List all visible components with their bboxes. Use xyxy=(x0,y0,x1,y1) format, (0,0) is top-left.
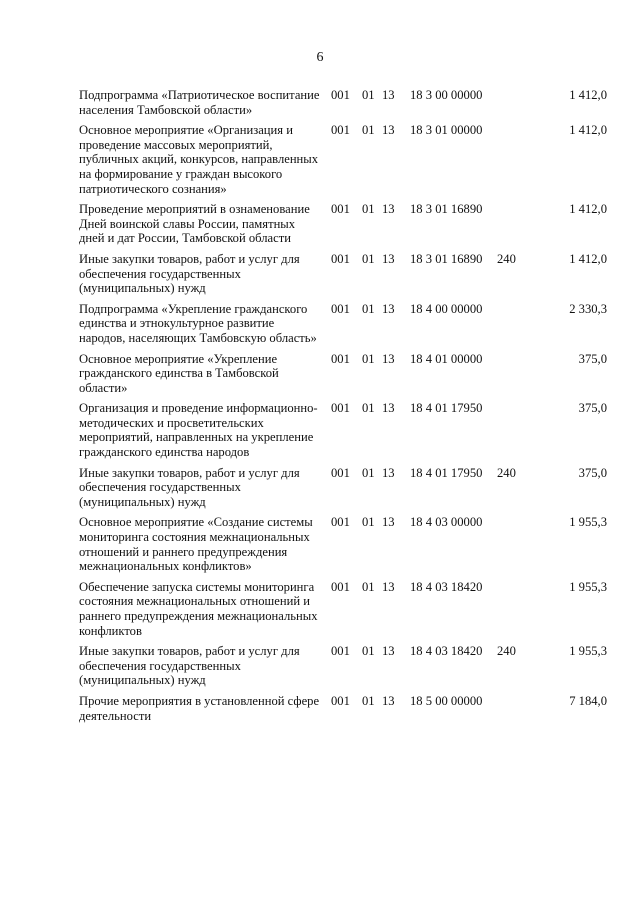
row-name: Подпрограмма «Укрепление гражданского единства и этнокультурное развитие народов, населяющих Тамбовскую область» xyxy=(79,301,317,345)
row-name: Прочие мероприятия в установленной сфере деятельности xyxy=(79,693,320,723)
row-section: 01 xyxy=(362,88,375,102)
row-code: 001 xyxy=(331,88,350,102)
row-name: Основное мероприятие «Укрепление гражданского единства в Тамбовской области» xyxy=(79,351,279,395)
row-target-article: 18 3 01 00000 xyxy=(410,123,483,138)
row-subsection: 13 xyxy=(382,465,395,480)
row-subsection: 13 xyxy=(382,301,395,316)
row-amount: 1 412,0 xyxy=(569,123,607,138)
row-code: 001 xyxy=(331,251,350,266)
row-subsection: 13 xyxy=(382,202,395,217)
row-amount: 375,0 xyxy=(578,401,607,416)
table-row xyxy=(0,515,640,573)
row-amount: 1 412,0 xyxy=(569,251,607,266)
table-row xyxy=(0,123,640,196)
row-name: Иные закупки товаров, работ и услуг для обеспечения государственных (муниципальных) нужд xyxy=(79,644,300,688)
row-subsection: 13 xyxy=(382,123,395,138)
row-amount: 375,0 xyxy=(578,465,607,480)
row-section: 01 xyxy=(362,579,375,594)
row-section: 01 xyxy=(362,693,375,708)
row-code: 001 xyxy=(331,515,350,530)
row-subsection: 13 xyxy=(382,401,395,416)
row-subsection: 13 xyxy=(382,693,395,708)
row-target-article: 18 4 00 00000 xyxy=(410,301,483,316)
row-name: Иные закупки товаров, работ и услуг для обеспечения государственных (муниципальных) нужд xyxy=(79,251,300,296)
row-target-article: 18 3 01 16890 xyxy=(410,251,483,266)
row-amount: 7 184,0 xyxy=(569,693,607,708)
row-amount: 1 955,3 xyxy=(569,515,607,530)
row-section: 01 xyxy=(362,515,375,530)
page-number: 6 xyxy=(316,50,324,65)
row-amount: 375,0 xyxy=(578,351,607,366)
row-target-article: 18 5 00 00000 xyxy=(410,693,483,708)
row-amount: 2 330,3 xyxy=(569,301,607,316)
table-row xyxy=(0,401,640,459)
row-name: Иные закупки товаров, работ и услуг для обеспечения государственных (муниципальных) нужд xyxy=(79,465,300,509)
row-section: 01 xyxy=(362,644,375,659)
row-code: 001 xyxy=(331,202,350,217)
row-name: Подпрограмма «Патриотическое воспитание населения Тамбовской области» xyxy=(79,88,320,117)
table-row xyxy=(0,352,640,396)
table-row xyxy=(0,302,640,346)
row-code: 001 xyxy=(331,465,350,480)
row-section: 01 xyxy=(362,202,375,217)
row-section: 01 xyxy=(362,465,375,480)
row-amount: 1 955,3 xyxy=(569,579,607,594)
row-name: Основное мероприятие «Создание системы мониторинга состояния межнациональных отношений и раннего предупреждения межнациональных конфликтов» xyxy=(79,515,313,574)
row-code: 001 xyxy=(331,123,350,138)
row-section: 01 xyxy=(362,401,375,416)
row-subsection: 13 xyxy=(382,88,395,102)
row-code: 001 xyxy=(331,644,350,659)
table-row xyxy=(0,580,640,638)
row-target-article: 18 4 03 00000 xyxy=(410,515,483,530)
row-target-article: 18 4 03 18420 xyxy=(410,644,483,659)
row-subsection: 13 xyxy=(382,515,395,530)
row-section: 01 xyxy=(362,123,375,138)
row-subsection: 13 xyxy=(382,579,395,594)
row-code: 001 xyxy=(331,579,350,594)
row-code: 001 xyxy=(331,401,350,416)
row-code: 001 xyxy=(331,351,350,366)
row-code: 001 xyxy=(331,301,350,316)
row-target-article: 18 4 01 17950 xyxy=(410,401,483,416)
row-amount: 1 955,3 xyxy=(569,644,607,659)
row-code: 001 xyxy=(331,693,350,708)
row-subsection: 13 xyxy=(382,351,395,366)
table-row xyxy=(0,644,640,688)
row-expense-type: 240 xyxy=(497,465,516,480)
row-subsection: 13 xyxy=(382,644,395,659)
row-name: Обеспечение запуска системы мониторинга состояния межнациональных отношений и раннего предупреждения межнациональных конфликтов xyxy=(79,579,318,638)
budget-table xyxy=(0,88,640,729)
row-target-article: 18 3 00 00000 xyxy=(410,88,483,102)
table-row xyxy=(0,88,640,117)
row-name: Проведение мероприятий в ознаменование Дней воинской славы России, памятных дней и дат России, Тамбовской области xyxy=(79,202,310,246)
row-amount: 1 412,0 xyxy=(569,202,607,217)
row-target-article: 18 4 01 00000 xyxy=(410,351,483,366)
row-name: Организация и проведение информационно-методических и просветительских мероприятий, направленных на укрепление гражданского единства народов xyxy=(79,401,318,460)
row-name: Основное мероприятие «Организация и проведение массовых мероприятий, публичных акций, конкурсов, направленных на формирование у граждан высокого патриотического сознания» xyxy=(79,123,319,196)
table-row xyxy=(0,252,640,296)
row-amount: 1 412,0 xyxy=(569,88,607,102)
row-target-article: 18 4 01 17950 xyxy=(410,465,483,480)
row-subsection: 13 xyxy=(382,251,395,266)
row-section: 01 xyxy=(362,251,375,266)
table-row xyxy=(0,694,640,723)
row-section: 01 xyxy=(362,301,375,316)
table-row xyxy=(0,466,640,510)
row-target-article: 18 3 01 16890 xyxy=(410,202,483,217)
table-row xyxy=(0,202,640,246)
row-target-article: 18 4 03 18420 xyxy=(410,579,483,594)
row-section: 01 xyxy=(362,351,375,366)
row-expense-type: 240 xyxy=(497,251,516,266)
row-expense-type: 240 xyxy=(497,644,516,659)
